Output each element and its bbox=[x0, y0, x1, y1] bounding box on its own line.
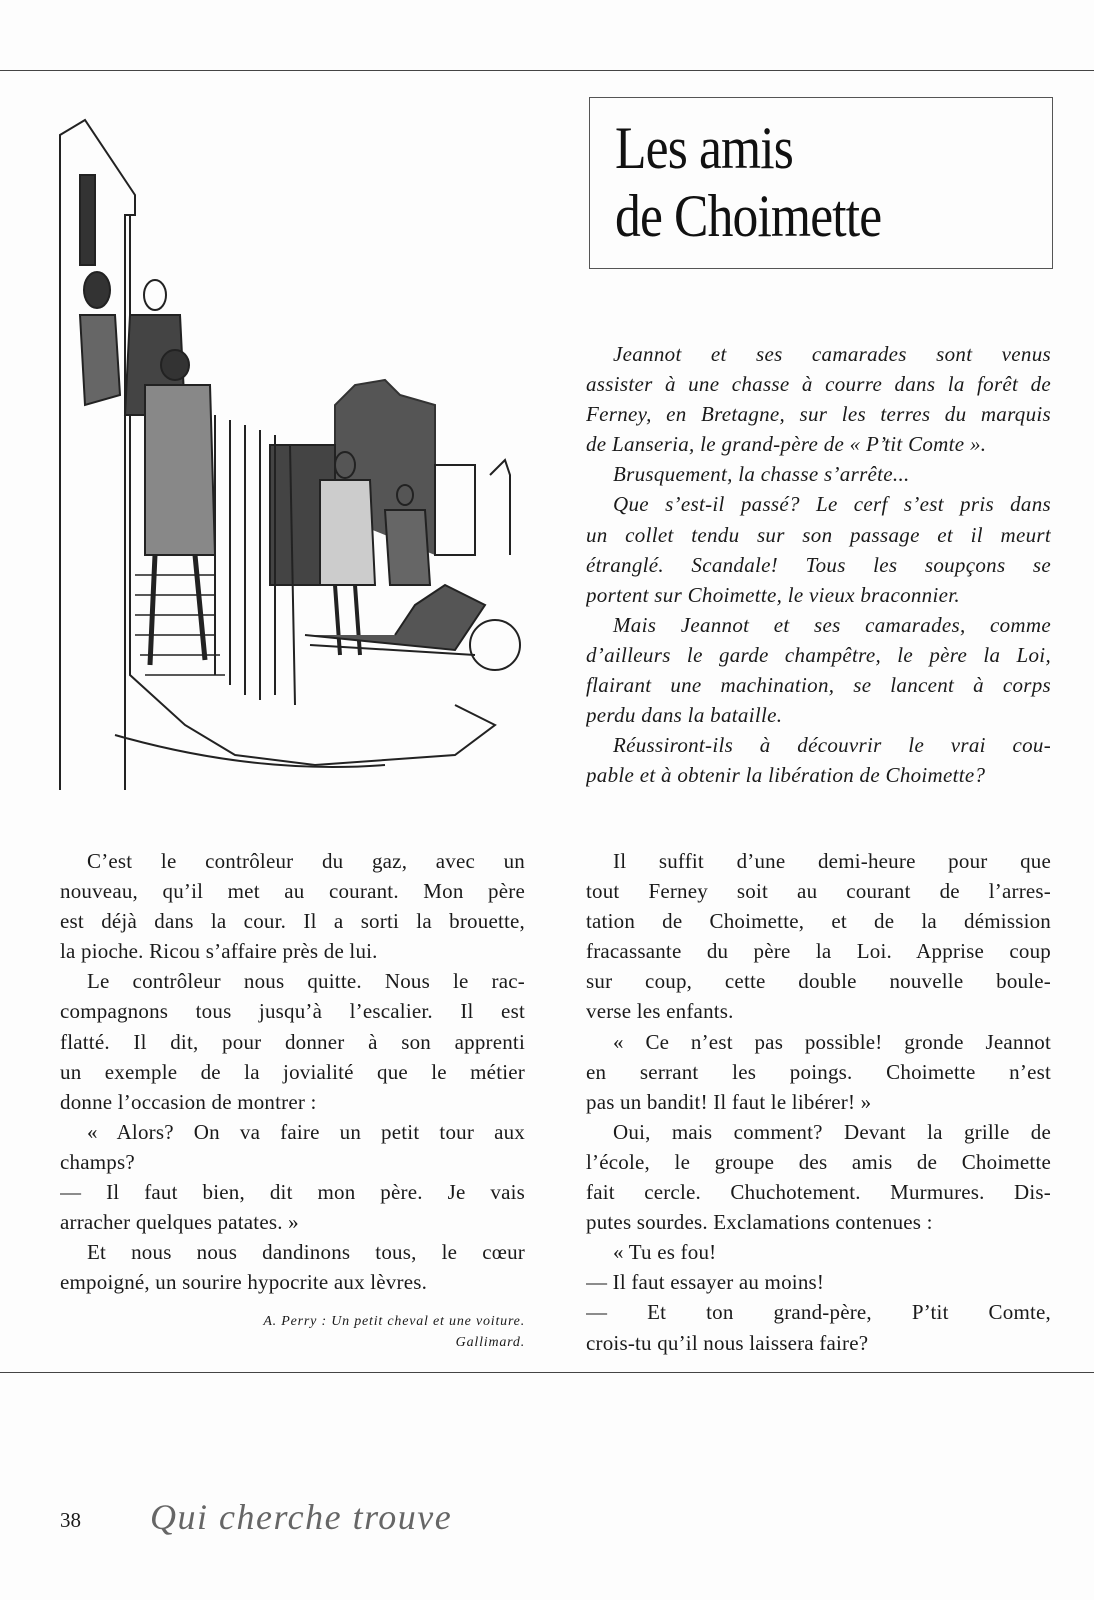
text-line: champs? bbox=[60, 1149, 135, 1174]
text-line: de Lanseria, le grand-père de « P’tit Comte ». bbox=[586, 432, 987, 457]
title-box bbox=[589, 97, 1053, 269]
text-line: arracher quelques patates. » bbox=[60, 1210, 299, 1235]
text-line: est déjà dans la cour. Il a sorti la brouette, bbox=[60, 909, 525, 934]
text-line: « Tu es fou! bbox=[613, 1240, 717, 1265]
top-rule bbox=[0, 70, 1094, 71]
text-line: Ferney, en Bretagne, sur les terres du marquis bbox=[586, 402, 1051, 427]
ink-illustration bbox=[55, 115, 535, 795]
text-line: assister à une chasse à courre dans la forêt de bbox=[586, 372, 1051, 397]
text-line: sur coup, cette double nouvelle boule- bbox=[586, 969, 1051, 994]
text-line: pable et à obtenir la libération de Choimette? bbox=[586, 763, 986, 788]
text-line: fracassante du père la Loi. Apprise coup bbox=[586, 939, 1051, 964]
text-line: en serrant les poings. Choimette n’est bbox=[586, 1059, 1051, 1084]
text-line: Oui, mais comment? Devant la grille de bbox=[613, 1119, 1051, 1144]
text-line: l’école, le groupe des amis de Choimette bbox=[586, 1149, 1051, 1174]
text-line: — Et ton grand-père, P’tit Comte, bbox=[586, 1300, 1051, 1325]
text-line: Mais Jeannot et ses camarades, comme bbox=[613, 612, 1051, 637]
title-line-1: Les amis bbox=[615, 115, 793, 181]
title-line-2: de Choimette bbox=[615, 183, 882, 249]
page-number: 38 bbox=[60, 1508, 81, 1532]
text-line: la pioche. Ricou s’affaire près de lui. bbox=[60, 939, 378, 964]
text-line: C’est le contrôleur du gaz, avec un bbox=[87, 849, 525, 873]
right-column-text bbox=[586, 846, 1051, 1358]
text-line: « Alors? On va faire un petit tour aux bbox=[87, 1119, 525, 1144]
text-line: un exemple de la jovialité que le métier bbox=[60, 1059, 525, 1084]
text-line: Et nous nous dandinons tous, le cœur bbox=[87, 1240, 525, 1265]
text-line: Réussiront-ils à découvrir le vrai cou- bbox=[613, 733, 1051, 758]
text-line: verse les enfants. bbox=[586, 999, 734, 1024]
text-line: étranglé. Scandale! Tous les soupçons se bbox=[586, 552, 1051, 577]
text-line: empoigné, un sourire hypocrite aux lèvres. bbox=[60, 1270, 428, 1295]
text-line: flairant une machination, se lancent à corps bbox=[586, 673, 1051, 698]
text-line: putes sourdes. Exclamations contenues : bbox=[586, 1210, 933, 1235]
left-column-text bbox=[60, 846, 525, 1297]
text-line: crois-tu qu’il nous laissera faire? bbox=[586, 1330, 869, 1355]
text-line: « Ce n’est pas possible! gronde Jeannot bbox=[613, 1029, 1051, 1054]
text-line: Que s’est-il passé? Le cerf s’est pris dans bbox=[613, 492, 1051, 517]
text-line: Le contrôleur nous quitte. Nous le rac- bbox=[87, 969, 525, 994]
text-line: flatté. Il dit, pour donner à son apprenti bbox=[60, 1029, 525, 1054]
text-line: Brusquement, la chasse s’arrête... bbox=[613, 462, 910, 487]
text-line: portent sur Choimette, le vieux braconnier. bbox=[586, 582, 960, 607]
intro-summary bbox=[586, 339, 1051, 790]
source-line-2: Gallimard. bbox=[455, 1335, 525, 1350]
text-line: un collet tendu sur son passage et il meurt bbox=[586, 522, 1051, 547]
text-line: pas un bandit! Il faut le libérer! » bbox=[586, 1089, 872, 1114]
text-line: nouveau, qu’il met au courant. Mon père bbox=[60, 879, 525, 904]
bottom-rule bbox=[0, 1372, 1094, 1373]
text-line: — Il faut bien, dit mon père. Je vais bbox=[60, 1180, 525, 1205]
text-line: tation de Choimette, et de la démission bbox=[586, 909, 1051, 934]
source-citation bbox=[60, 1311, 525, 1353]
source-line-1: A. Perry : Un petit cheval et une voiture. bbox=[263, 1314, 525, 1329]
text-line: compagnons tous jusqu’à l’escalier. Il est bbox=[60, 999, 525, 1024]
text-line: fait cercle. Chuchotement. Murmures. Dis- bbox=[586, 1180, 1051, 1205]
text-line: Jeannot et ses camarades sont venus bbox=[613, 342, 1051, 366]
running-title: Qui cherche trouve bbox=[150, 1497, 453, 1537]
text-line: donne l’occasion de montrer : bbox=[60, 1089, 317, 1114]
text-line: — Il faut essayer au moins! bbox=[586, 1270, 825, 1295]
text-line: Il suffit d’une demi-heure pour que bbox=[613, 849, 1051, 873]
text-line: d’ailleurs le garde champêtre, le père la Loi, bbox=[586, 642, 1051, 667]
text-line: perdu dans la bataille. bbox=[586, 703, 783, 728]
text-line: tout Ferney soit au courant de l’arres- bbox=[586, 879, 1051, 904]
